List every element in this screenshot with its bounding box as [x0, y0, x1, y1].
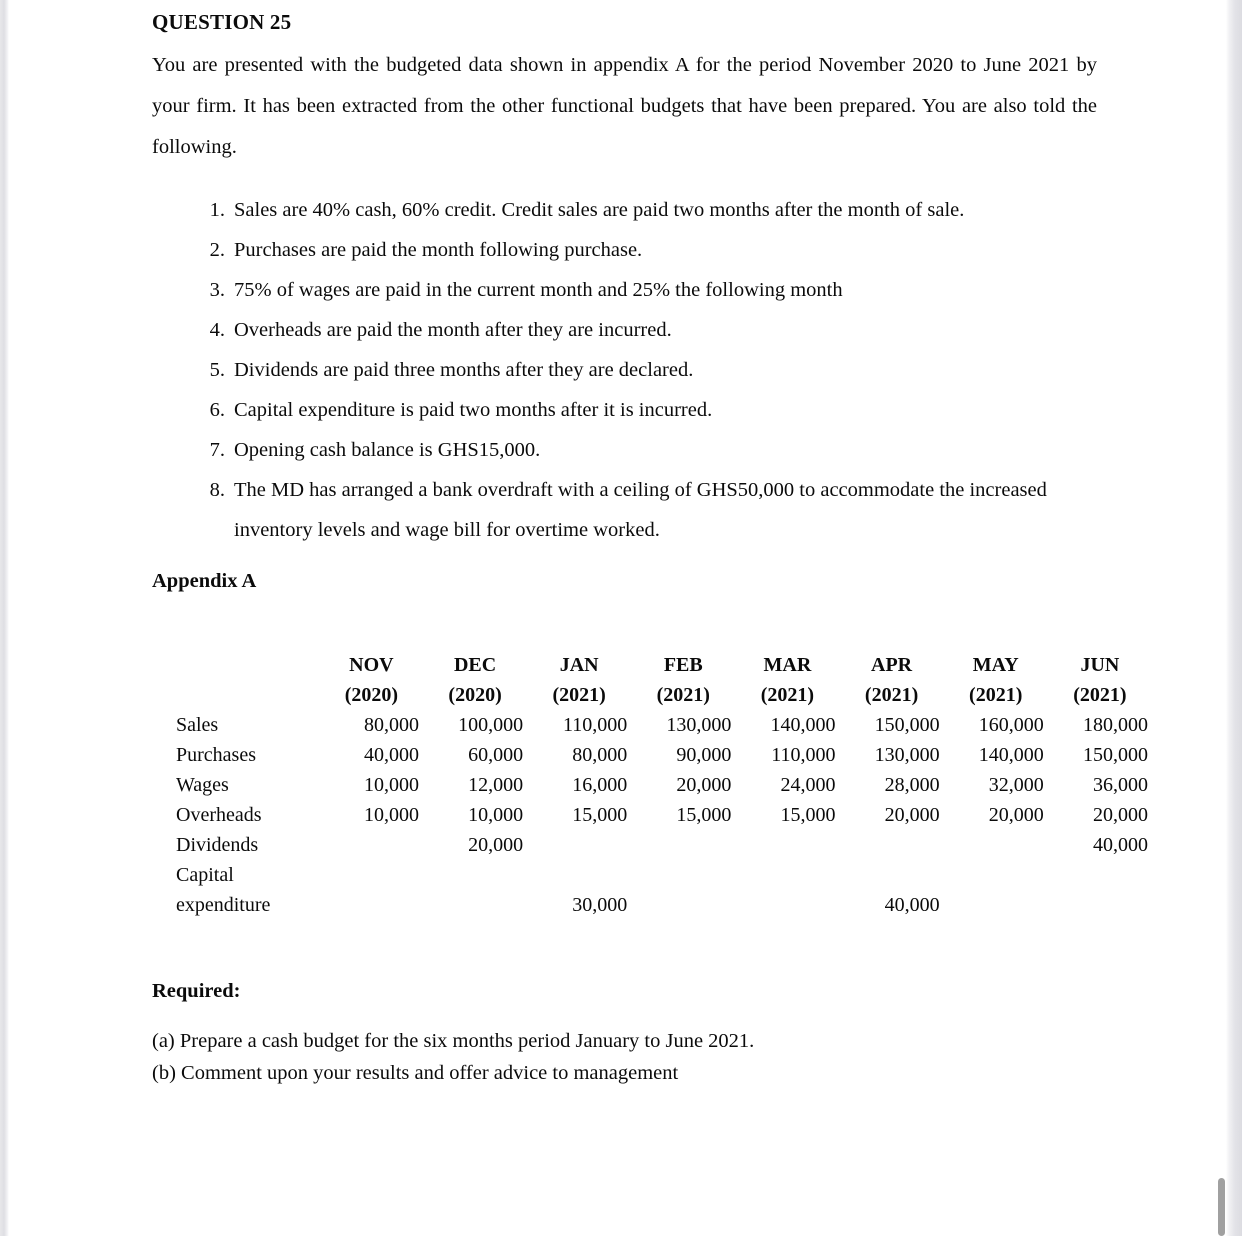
table-row	[176, 800, 1152, 830]
cell-value	[944, 830, 1048, 860]
cell-value: 100,000	[458, 714, 524, 736]
column-header-year: (2021)	[1073, 684, 1127, 706]
column-header-month: NOV	[349, 654, 394, 676]
row-label: Sales	[176, 714, 219, 736]
column-header-month: JUN	[1080, 654, 1120, 676]
table-row	[176, 830, 1152, 860]
column-header-year: (2021)	[969, 684, 1023, 706]
cell-value: 110,000	[771, 744, 836, 766]
list-item: Overheads are paid the month after they are incurred.	[234, 319, 672, 341]
list-item: Capital expenditure is paid two months after it is incurred.	[234, 399, 713, 421]
list-item: Purchases are paid the month following purchase.	[234, 239, 643, 261]
cell-value: 20,000	[884, 804, 940, 826]
cell-value: 20,000	[468, 834, 524, 856]
intro-paragraph: You are presented with the budgeted data shown in appendix A for the period November 2020 to June 2021 by your firm. It has been extracted from the other functional budgets that have been prepared. You are also told the following.	[152, 54, 1097, 158]
cell-value	[1048, 860, 1152, 890]
cell-value: 12,000	[468, 774, 524, 796]
cell-value: 150,000	[1083, 744, 1148, 766]
cell-value: 40,000	[884, 894, 940, 916]
cell-value: 80,000	[572, 744, 628, 766]
cell-value: 140,000	[770, 714, 836, 736]
list-item: Opening cash balance is GHS15,000.	[234, 439, 541, 461]
table-row	[176, 770, 1152, 800]
cell-value	[527, 830, 631, 860]
row-label: Purchases	[176, 744, 256, 766]
budget-table	[176, 650, 1152, 920]
cell-value: 15,000	[676, 804, 732, 826]
row-label: expenditure	[176, 894, 271, 916]
document-content	[152, 0, 1152, 1089]
cell-value: 15,000	[780, 804, 836, 826]
cell-value	[320, 830, 423, 860]
cell-value: 20,000	[1093, 804, 1148, 826]
column-header-year: (2020)	[344, 684, 399, 706]
column-header-month: DEC	[453, 654, 497, 676]
table-corner-cell	[176, 650, 320, 680]
cell-value: 10,000	[468, 804, 524, 826]
cell-value	[944, 860, 1048, 890]
cell-value: 32,000	[988, 774, 1044, 796]
cell-value	[735, 860, 839, 890]
table-row	[176, 740, 1152, 770]
cell-value: 10,000	[364, 804, 419, 826]
cell-value: 140,000	[978, 744, 1044, 766]
column-header-month: APR	[871, 654, 913, 676]
cell-value	[631, 890, 735, 920]
cell-value: 10,000	[364, 774, 419, 796]
page-left-gutter	[0, 0, 9, 1236]
column-header-month: FEB	[663, 654, 703, 676]
cell-value: 150,000	[874, 714, 940, 736]
list-item: The MD has arranged a bank overdraft with a ceiling of GHS50,000 to accommodate the increased inventory levels and wage bill for overtime worked.	[234, 479, 1047, 541]
table-row	[176, 890, 1152, 920]
list-item: Sales are 40% cash, 60% credit. Credit sales are paid two months after the month of sale.	[234, 199, 965, 221]
cell-value	[631, 830, 735, 860]
column-header-year: (2021)	[864, 684, 919, 706]
cell-value: 15,000	[572, 804, 628, 826]
cell-value	[527, 860, 631, 890]
cell-value	[944, 890, 1048, 920]
cell-value	[840, 860, 944, 890]
cell-value: 130,000	[874, 744, 940, 766]
cell-value: 20,000	[988, 804, 1044, 826]
cell-value: 36,000	[1093, 774, 1148, 796]
cell-value: 160,000	[978, 714, 1044, 736]
column-header-year: (2021)	[656, 684, 710, 706]
cell-value: 60,000	[468, 744, 524, 766]
table-row	[176, 710, 1152, 740]
cell-value: 40,000	[364, 744, 419, 766]
required-item-a: (a) Prepare a cash budget for the six months period January to June 2021.	[152, 1030, 755, 1052]
row-label: Capital	[176, 864, 234, 886]
column-header-year: (2020)	[448, 684, 502, 706]
cell-value	[631, 860, 735, 890]
required-item-b: (b) Comment upon your results and offer advice to management	[152, 1062, 679, 1084]
cell-value: 130,000	[666, 714, 732, 736]
row-label: Dividends	[176, 834, 259, 856]
cell-value	[320, 860, 423, 890]
cell-value	[840, 830, 944, 860]
document-page	[9, 0, 1226, 1236]
conditions-list	[152, 190, 1102, 550]
row-label: Overheads	[176, 804, 262, 826]
column-header-month: MAR	[763, 654, 812, 676]
scrollbar-thumb[interactable]	[1218, 1178, 1225, 1236]
cell-value	[1048, 890, 1152, 920]
list-item: 75% of wages are paid in the current month and 25% the following month	[234, 279, 843, 301]
cell-value: 28,000	[884, 774, 940, 796]
list-item: Dividends are paid three months after they are declared.	[234, 359, 694, 381]
cell-value: 90,000	[676, 744, 732, 766]
column-header-month: MAY	[972, 654, 1019, 676]
cell-value: 30,000	[572, 894, 628, 916]
table-header-years	[176, 680, 1152, 710]
page-title: QUESTION 25	[152, 10, 292, 34]
vertical-scrollbar[interactable]	[1225, 0, 1234, 1236]
table-header-months	[176, 650, 1152, 680]
column-header-month: JAN	[559, 654, 599, 676]
column-header-year: (2021)	[760, 684, 815, 706]
row-label: Wages	[176, 774, 229, 796]
cell-value	[423, 890, 527, 920]
cell-value: 24,000	[780, 774, 836, 796]
table-corner-cell	[176, 680, 320, 710]
cell-value: 40,000	[1093, 834, 1148, 856]
table-row	[176, 860, 1152, 890]
cell-value: 180,000	[1083, 714, 1148, 736]
cell-value: 20,000	[676, 774, 732, 796]
cell-value	[735, 830, 839, 860]
column-header-year: (2021)	[552, 684, 606, 706]
appendix-heading: Appendix A	[152, 570, 257, 592]
cell-value: 16,000	[572, 774, 628, 796]
cell-value	[320, 890, 423, 920]
cell-value: 110,000	[562, 714, 628, 736]
cell-value: 80,000	[364, 714, 419, 736]
cell-value	[735, 890, 839, 920]
cell-value	[423, 860, 527, 890]
required-heading: Required:	[152, 980, 241, 1002]
